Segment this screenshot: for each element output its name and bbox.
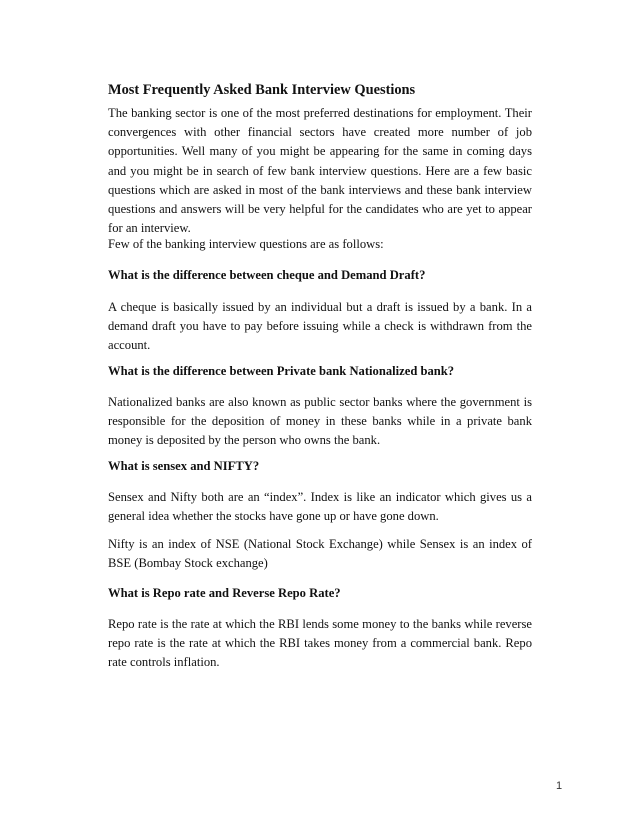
answer-paragraph: Repo rate is the rate at which the RBI lends some money to the banks while reverse repo rate is the rate at which the RBI takes money from a commercial bank. Repo rate controls inflation. [108,617,532,670]
intro-paragraph: The banking sector is one of the most preferred destinations for employment. Their convergences with other financial sectors have created more number of job opportunities. Well many of you might be appearing for the same in coming days and you might be in search of few bank interview questions. Here are a few basic questions which are asked in most of the bank interviews and these bank interview questions and answers will be very helpful for the candidates who are yet to appear for an interview. [108,106,532,236]
question-heading: What is the difference between cheque and Demand Draft? [108,268,426,282]
answer-paragraph: Sensex and Nifty both are an “index”. Index is like an indicator which gives us a general idea whether the stocks have gone up or have gone down. [108,490,532,524]
lead-in-paragraph: Few of the banking interview questions are as follows: [108,237,384,251]
page-number: 1 [556,780,563,792]
answer-paragraph: A cheque is basically issued by an individual but a draft is issued by a bank. In a demand draft you have to pay before issuing while a check is withdrawn from the account. [108,300,532,353]
question-heading: What is Repo rate and Reverse Repo Rate? [108,586,341,600]
answer-paragraph: Nifty is an index of NSE (National Stock Exchange) while Sensex is an index of BSE (Bombay Stock exchange) [108,537,532,571]
document-title: Most Frequently Asked Bank Interview Questions [108,82,416,98]
answer-paragraph: Nationalized banks are also known as public sector banks where the government is responsible for the deposition of money in these banks while in a private bank money is deposited by the person who owns the bank. [108,395,532,448]
question-heading: What is sensex and NIFTY? [108,459,260,473]
question-heading: What is the difference between Private bank Nationalized bank? [108,364,455,378]
